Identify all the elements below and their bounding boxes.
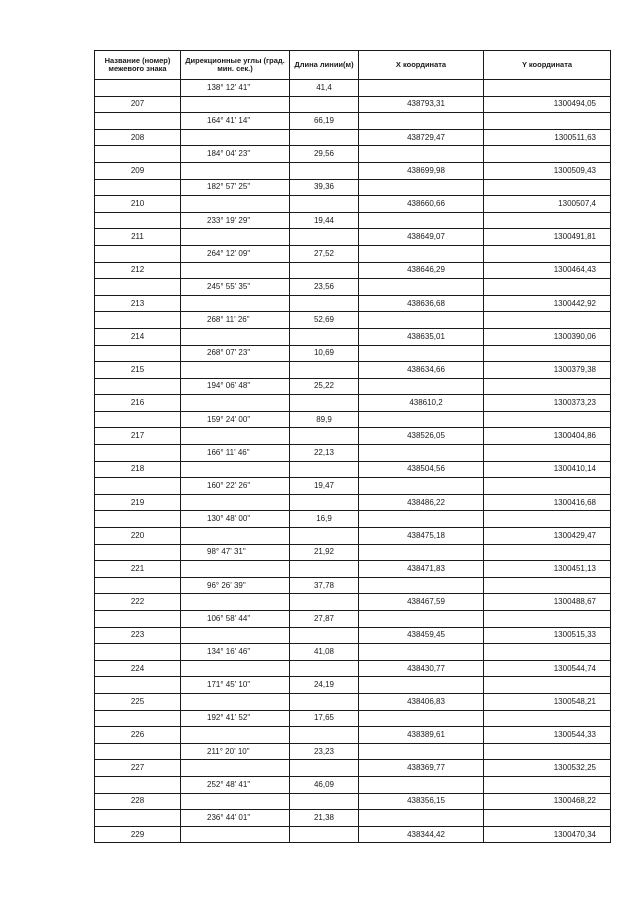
line-length-cell [290, 196, 359, 213]
direction-angle-cell: 192° 41' 52" [181, 710, 290, 727]
segment-row [95, 776, 611, 793]
y-coordinate-cell [484, 478, 611, 495]
line-length-cell [290, 561, 359, 578]
line-length-cell [290, 428, 359, 445]
x-coordinate-cell [359, 710, 484, 727]
segment-row [95, 312, 611, 329]
point-name-cell: 214 [95, 328, 181, 345]
x-coordinate-cell: 438635,01 [359, 328, 484, 345]
direction-angle-cell: 184° 04' 23" [181, 146, 290, 163]
x-coordinate-cell [359, 411, 484, 428]
line-length-cell: 23,23 [290, 743, 359, 760]
y-coordinate-cell [484, 611, 611, 628]
point-row [95, 793, 611, 810]
line-length-cell [290, 727, 359, 744]
x-coordinate-cell: 438526,05 [359, 428, 484, 445]
x-coordinate-cell [359, 810, 484, 827]
header-point-name: Название (номер) межевого знака [95, 51, 181, 80]
point-name-cell: 223 [95, 627, 181, 644]
line-length-cell: 21,92 [290, 544, 359, 561]
y-coordinate-cell [484, 279, 611, 296]
segment-row [95, 644, 611, 661]
y-coordinate-cell [484, 644, 611, 661]
line-length-cell: 41,4 [290, 80, 359, 97]
line-length-cell: 46,09 [290, 776, 359, 793]
line-length-cell: 19,47 [290, 478, 359, 495]
point-name-cell: 219 [95, 494, 181, 511]
x-coordinate-cell: 438389,61 [359, 727, 484, 744]
point-name-cell [95, 478, 181, 495]
point-row [95, 660, 611, 677]
direction-angle-cell: 138° 12' 41" [181, 80, 290, 97]
y-coordinate-cell: 1300429,47 [484, 528, 611, 545]
point-row [95, 727, 611, 744]
line-length-cell [290, 760, 359, 777]
point-row [95, 461, 611, 478]
line-length-cell [290, 627, 359, 644]
segment-row [95, 445, 611, 462]
x-coordinate-cell: 438793,31 [359, 96, 484, 113]
direction-angle-cell: 96° 26' 39" [181, 577, 290, 594]
x-coordinate-cell [359, 113, 484, 130]
line-length-cell: 39,36 [290, 179, 359, 196]
line-length-cell [290, 693, 359, 710]
x-coordinate-cell: 438610,2 [359, 395, 484, 412]
point-row [95, 262, 611, 279]
y-coordinate-cell: 1300468,22 [484, 793, 611, 810]
y-coordinate-cell: 1300491,81 [484, 229, 611, 246]
x-coordinate-cell [359, 279, 484, 296]
segment-row [95, 245, 611, 262]
point-row [95, 295, 611, 312]
x-coordinate-cell: 438471,83 [359, 561, 484, 578]
boundary-coordinates-table [94, 50, 611, 843]
line-length-cell [290, 826, 359, 843]
segment-row [95, 179, 611, 196]
point-name-cell: 227 [95, 760, 181, 777]
y-coordinate-cell [484, 677, 611, 694]
segment-row [95, 411, 611, 428]
direction-angle-cell [181, 826, 290, 843]
x-coordinate-cell [359, 511, 484, 528]
direction-angle-cell [181, 760, 290, 777]
y-coordinate-cell [484, 80, 611, 97]
line-length-cell: 16,9 [290, 511, 359, 528]
y-coordinate-cell: 1300544,33 [484, 727, 611, 744]
y-coordinate-cell: 1300509,43 [484, 162, 611, 179]
line-length-cell [290, 96, 359, 113]
line-length-cell: 21,38 [290, 810, 359, 827]
line-length-cell [290, 494, 359, 511]
table-header-row [95, 51, 611, 80]
segment-row [95, 212, 611, 229]
y-coordinate-cell: 1300410,14 [484, 461, 611, 478]
x-coordinate-cell [359, 743, 484, 760]
x-coordinate-cell: 438430,77 [359, 660, 484, 677]
line-length-cell [290, 162, 359, 179]
point-name-cell: 208 [95, 129, 181, 146]
y-coordinate-cell [484, 212, 611, 229]
point-name-cell [95, 810, 181, 827]
point-row [95, 561, 611, 578]
x-coordinate-cell: 438369,77 [359, 760, 484, 777]
point-name-cell: 209 [95, 162, 181, 179]
point-row [95, 594, 611, 611]
direction-angle-cell [181, 428, 290, 445]
point-name-cell [95, 113, 181, 130]
x-coordinate-cell: 438649,07 [359, 229, 484, 246]
point-name-cell: 221 [95, 561, 181, 578]
direction-angle-cell [181, 96, 290, 113]
segment-row [95, 478, 611, 495]
line-length-cell [290, 229, 359, 246]
y-coordinate-cell: 1300515,33 [484, 627, 611, 644]
direction-angle-cell [181, 362, 290, 379]
y-coordinate-cell: 1300544,74 [484, 660, 611, 677]
point-name-cell [95, 677, 181, 694]
y-coordinate-cell [484, 810, 611, 827]
y-coordinate-cell [484, 179, 611, 196]
y-coordinate-cell: 1300442,92 [484, 295, 611, 312]
point-name-cell [95, 146, 181, 163]
y-coordinate-cell: 1300470,34 [484, 826, 611, 843]
direction-angle-cell: 98° 47' 31" [181, 544, 290, 561]
point-name-cell: 212 [95, 262, 181, 279]
line-length-cell [290, 295, 359, 312]
direction-angle-cell [181, 162, 290, 179]
y-coordinate-cell [484, 146, 611, 163]
point-name-cell: 224 [95, 660, 181, 677]
line-length-cell [290, 793, 359, 810]
x-coordinate-cell: 438729,47 [359, 129, 484, 146]
y-coordinate-cell: 1300532,25 [484, 760, 611, 777]
direction-angle-cell [181, 262, 290, 279]
point-name-cell [95, 577, 181, 594]
segment-row [95, 544, 611, 561]
y-coordinate-cell: 1300507,4 [484, 196, 611, 213]
line-length-cell [290, 395, 359, 412]
point-name-cell: 220 [95, 528, 181, 545]
line-length-cell: 89,9 [290, 411, 359, 428]
direction-angle-cell [181, 660, 290, 677]
point-name-cell: 216 [95, 395, 181, 412]
y-coordinate-cell: 1300464,43 [484, 262, 611, 279]
y-coordinate-cell: 1300548,21 [484, 693, 611, 710]
direction-angle-cell: 252° 48' 41" [181, 776, 290, 793]
y-coordinate-cell [484, 245, 611, 262]
x-coordinate-cell [359, 378, 484, 395]
point-name-cell [95, 776, 181, 793]
line-length-cell [290, 328, 359, 345]
line-length-cell: 27,52 [290, 245, 359, 262]
direction-angle-cell [181, 793, 290, 810]
direction-angle-cell: 245° 55' 35" [181, 279, 290, 296]
x-coordinate-cell [359, 644, 484, 661]
x-coordinate-cell: 438699,98 [359, 162, 484, 179]
direction-angle-cell: 171° 45' 10" [181, 677, 290, 694]
point-name-cell [95, 445, 181, 462]
x-coordinate-cell [359, 345, 484, 362]
direction-angle-cell: 130° 48' 00" [181, 511, 290, 528]
direction-angle-cell [181, 627, 290, 644]
line-length-cell: 23,56 [290, 279, 359, 296]
x-coordinate-cell: 438406,83 [359, 693, 484, 710]
direction-angle-cell [181, 727, 290, 744]
point-name-cell [95, 212, 181, 229]
y-coordinate-cell [484, 113, 611, 130]
y-coordinate-cell: 1300379,38 [484, 362, 611, 379]
y-coordinate-cell [484, 445, 611, 462]
point-row [95, 528, 611, 545]
direction-angle-cell: 211° 20' 10" [181, 743, 290, 760]
segment-row [95, 80, 611, 97]
segment-row [95, 743, 611, 760]
segment-row [95, 810, 611, 827]
direction-angle-cell: 159° 24' 00" [181, 411, 290, 428]
point-row [95, 428, 611, 445]
x-coordinate-cell [359, 146, 484, 163]
header-x-coordinate: X координата [359, 51, 484, 80]
x-coordinate-cell [359, 445, 484, 462]
point-name-cell: 225 [95, 693, 181, 710]
x-coordinate-cell: 438634,66 [359, 362, 484, 379]
segment-row [95, 577, 611, 594]
line-length-cell: 10,69 [290, 345, 359, 362]
point-name-cell [95, 644, 181, 661]
direction-angle-cell: 233° 19' 29" [181, 212, 290, 229]
y-coordinate-cell: 1300451,13 [484, 561, 611, 578]
segment-row [95, 378, 611, 395]
point-name-cell [95, 710, 181, 727]
segment-row [95, 345, 611, 362]
line-length-cell [290, 129, 359, 146]
x-coordinate-cell [359, 544, 484, 561]
point-name-cell: 226 [95, 727, 181, 744]
line-length-cell: 19,44 [290, 212, 359, 229]
y-coordinate-cell: 1300511,63 [484, 129, 611, 146]
segment-row [95, 677, 611, 694]
point-name-cell: 229 [95, 826, 181, 843]
y-coordinate-cell: 1300488,67 [484, 594, 611, 611]
header-line-length: Длина линии(м) [290, 51, 359, 80]
point-name-cell: 213 [95, 295, 181, 312]
x-coordinate-cell [359, 611, 484, 628]
x-coordinate-cell: 438467,59 [359, 594, 484, 611]
direction-angle-cell [181, 395, 290, 412]
point-name-cell [95, 345, 181, 362]
point-name-cell [95, 743, 181, 760]
x-coordinate-cell [359, 577, 484, 594]
line-length-cell: 37,78 [290, 577, 359, 594]
y-coordinate-cell: 1300404,86 [484, 428, 611, 445]
line-length-cell: 52,69 [290, 312, 359, 329]
point-name-cell: 218 [95, 461, 181, 478]
x-coordinate-cell: 438344,42 [359, 826, 484, 843]
point-row [95, 96, 611, 113]
line-length-cell [290, 594, 359, 611]
point-name-cell [95, 80, 181, 97]
header-y-coordinate: Y координата [484, 51, 611, 80]
segment-row [95, 279, 611, 296]
line-length-cell: 66,19 [290, 113, 359, 130]
line-length-cell [290, 262, 359, 279]
direction-angle-cell [181, 594, 290, 611]
x-coordinate-cell: 438486,22 [359, 494, 484, 511]
direction-angle-cell: 268° 07' 23" [181, 345, 290, 362]
direction-angle-cell: 236° 44' 01" [181, 810, 290, 827]
point-name-cell: 207 [95, 96, 181, 113]
direction-angle-cell [181, 461, 290, 478]
point-row [95, 693, 611, 710]
point-name-cell [95, 544, 181, 561]
y-coordinate-cell [484, 577, 611, 594]
point-row [95, 395, 611, 412]
direction-angle-cell [181, 328, 290, 345]
line-length-cell: 25,22 [290, 378, 359, 395]
line-length-cell: 29,56 [290, 146, 359, 163]
point-name-cell [95, 179, 181, 196]
y-coordinate-cell [484, 411, 611, 428]
direction-angle-cell: 134° 16' 46" [181, 644, 290, 661]
point-name-cell: 222 [95, 594, 181, 611]
direction-angle-cell: 164° 41' 14" [181, 113, 290, 130]
point-name-cell [95, 279, 181, 296]
point-name-cell [95, 312, 181, 329]
x-coordinate-cell [359, 776, 484, 793]
point-row [95, 196, 611, 213]
line-length-cell: 27,87 [290, 611, 359, 628]
point-name-cell [95, 378, 181, 395]
x-coordinate-cell: 438504,56 [359, 461, 484, 478]
y-coordinate-cell [484, 544, 611, 561]
point-row [95, 129, 611, 146]
point-row [95, 362, 611, 379]
x-coordinate-cell [359, 478, 484, 495]
x-coordinate-cell [359, 80, 484, 97]
y-coordinate-cell [484, 378, 611, 395]
direction-angle-cell: 160° 22' 26" [181, 478, 290, 495]
segment-row [95, 113, 611, 130]
x-coordinate-cell [359, 212, 484, 229]
x-coordinate-cell: 438459,45 [359, 627, 484, 644]
point-row [95, 627, 611, 644]
direction-angle-cell [181, 494, 290, 511]
segment-row [95, 511, 611, 528]
x-coordinate-cell [359, 677, 484, 694]
point-row [95, 760, 611, 777]
point-name-cell: 228 [95, 793, 181, 810]
direction-angle-cell [181, 129, 290, 146]
x-coordinate-cell [359, 245, 484, 262]
y-coordinate-cell [484, 710, 611, 727]
point-name-cell: 217 [95, 428, 181, 445]
point-name-cell [95, 511, 181, 528]
x-coordinate-cell: 438660,66 [359, 196, 484, 213]
table-body [95, 80, 611, 843]
y-coordinate-cell [484, 776, 611, 793]
line-length-cell: 41,08 [290, 644, 359, 661]
direction-angle-cell [181, 295, 290, 312]
point-name-cell [95, 245, 181, 262]
line-length-cell [290, 528, 359, 545]
point-row [95, 229, 611, 246]
direction-angle-cell [181, 196, 290, 213]
y-coordinate-cell [484, 345, 611, 362]
direction-angle-cell [181, 561, 290, 578]
direction-angle-cell [181, 229, 290, 246]
point-name-cell: 211 [95, 229, 181, 246]
x-coordinate-cell: 438646,29 [359, 262, 484, 279]
y-coordinate-cell [484, 743, 611, 760]
x-coordinate-cell: 438475,18 [359, 528, 484, 545]
direction-angle-cell: 166° 11' 46" [181, 445, 290, 462]
line-length-cell [290, 660, 359, 677]
y-coordinate-cell: 1300373,23 [484, 395, 611, 412]
y-coordinate-cell [484, 511, 611, 528]
y-coordinate-cell: 1300416,68 [484, 494, 611, 511]
point-name-cell [95, 611, 181, 628]
segment-row [95, 710, 611, 727]
segment-row [95, 611, 611, 628]
x-coordinate-cell: 438356,15 [359, 793, 484, 810]
line-length-cell [290, 461, 359, 478]
point-row [95, 494, 611, 511]
x-coordinate-cell: 438636,68 [359, 295, 484, 312]
line-length-cell: 17,65 [290, 710, 359, 727]
line-length-cell: 24,19 [290, 677, 359, 694]
x-coordinate-cell [359, 312, 484, 329]
point-name-cell: 210 [95, 196, 181, 213]
point-name-cell: 215 [95, 362, 181, 379]
direction-angle-cell: 194° 06' 48" [181, 378, 290, 395]
segment-row [95, 146, 611, 163]
x-coordinate-cell [359, 179, 484, 196]
direction-angle-cell [181, 528, 290, 545]
y-coordinate-cell: 1300390,06 [484, 328, 611, 345]
y-coordinate-cell: 1300494,05 [484, 96, 611, 113]
header-direction-angle: Дирекционные углы (град. мин. сек.) [181, 51, 290, 80]
direction-angle-cell: 182° 57' 25" [181, 179, 290, 196]
point-name-cell [95, 411, 181, 428]
direction-angle-cell: 264° 12' 09" [181, 245, 290, 262]
point-row [95, 328, 611, 345]
direction-angle-cell: 268° 11' 26" [181, 312, 290, 329]
direction-angle-cell: 106° 58' 44" [181, 611, 290, 628]
y-coordinate-cell [484, 312, 611, 329]
point-row [95, 826, 611, 843]
line-length-cell [290, 362, 359, 379]
point-row [95, 162, 611, 179]
direction-angle-cell [181, 693, 290, 710]
line-length-cell: 22,13 [290, 445, 359, 462]
